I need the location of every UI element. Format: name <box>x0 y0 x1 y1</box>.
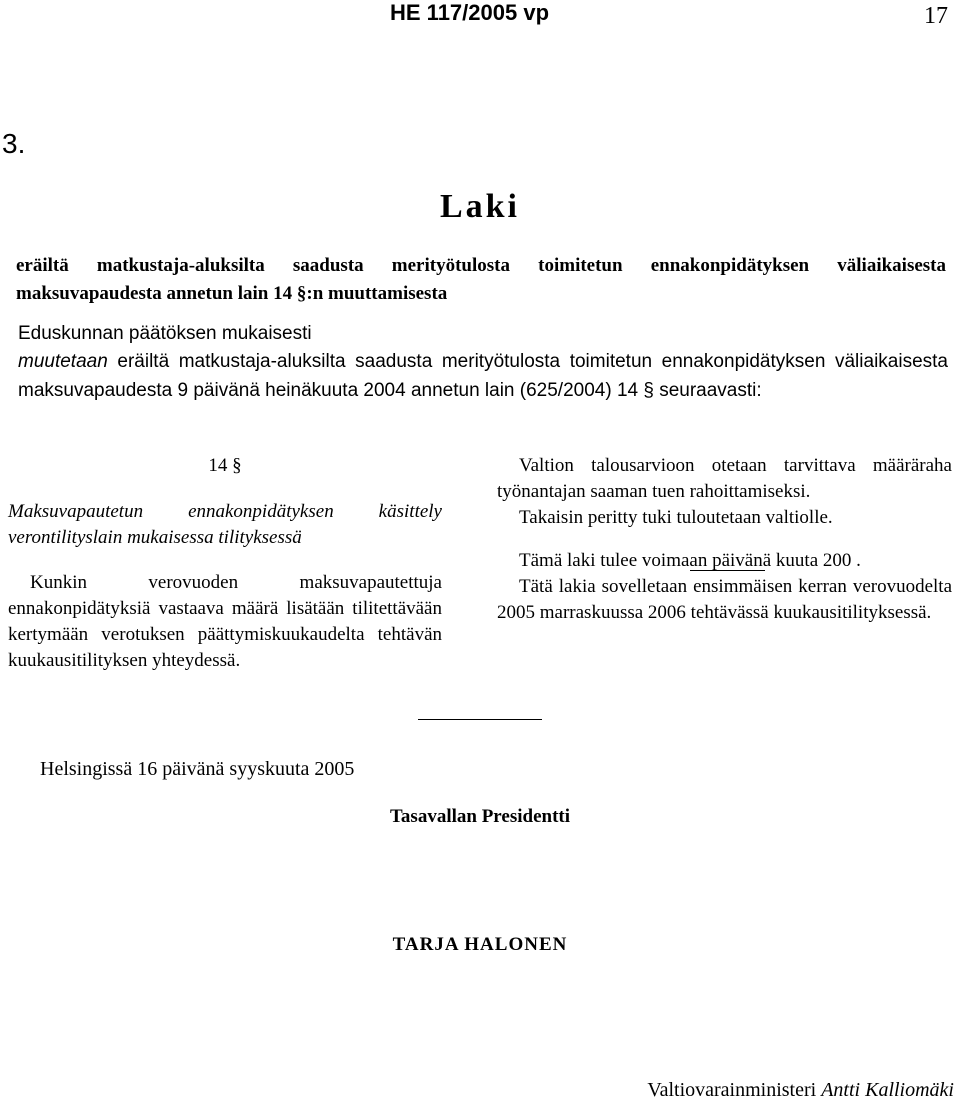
document-code: HE 117/2005 vp <box>390 0 550 25</box>
section-body: Kunkin verovuoden maksuvapautettuja ennakonpidätyksiä vastaava määrä lisätään tilitettävään kertymään verotuksen päättymiskuukaudelta tehtävän kuukausitilityksen yhteydessä. <box>8 572 442 671</box>
budget-paragraph: Valtion talousarvioon otetaan tarvittava määräraha työnantajan saaman tuen rahoittamiseksi. <box>497 455 952 502</box>
section-number: 3. <box>2 128 26 159</box>
right-column <box>497 453 952 626</box>
amendment-paragraph <box>18 347 948 405</box>
minister-signature <box>647 1077 954 1103</box>
entry-into-force: Tämä laki tulee voimaan päivänä kuuta 200 . <box>519 550 861 571</box>
divider-short <box>690 570 765 571</box>
divider-end <box>418 719 542 720</box>
amendment-text: eräiltä matkustaja-aluksilta saadusta merityötulosta toimitetun ennakonpidätyksen väliaikaisesta maksuvapaudesta 9 päivänä heinäkuuta 2004 annetun lain (625/2004) 14 § seuraavasti: <box>18 351 948 401</box>
minister-title: Valtiovarainministeri <box>647 1079 817 1101</box>
section-mark: 14 § <box>208 455 242 476</box>
amendment-verb: muutetaan <box>18 351 108 372</box>
place-date: Helsingissä 16 päivänä syyskuuta 2005 <box>40 758 355 780</box>
law-subtitle: eräiltä matkustaja-aluksilta saadusta merityötulosta toimitetun ennakonpidätyksen väliaikaisesta maksuvapaudesta annetun lain 14 §:n muuttamisesta <box>16 255 946 304</box>
application-paragraph: Tätä lakia sovelletaan ensimmäisen kerran verovuodelta 2005 marraskuussa 2006 tehtävässä kuukausitilityksessä. <box>497 576 952 623</box>
refund-paragraph: Takaisin peritty tuki tuloutetaan valtiolle. <box>519 507 833 528</box>
left-column <box>8 453 442 674</box>
document-title: Laki <box>439 188 521 225</box>
page-number: 17 <box>924 3 948 29</box>
president-title: Tasavallan Presidentti <box>390 806 570 827</box>
president-name: TARJA HALONEN <box>392 934 568 955</box>
section-heading: Maksuvapautetun ennakonpidätyksen käsittely verontilityslain mukaisessa tilityksessä <box>8 501 442 548</box>
minister-name: Antti Kalliomäki <box>821 1079 954 1101</box>
enacting-clause: Eduskunnan päätöksen mukaisesti <box>18 323 312 344</box>
